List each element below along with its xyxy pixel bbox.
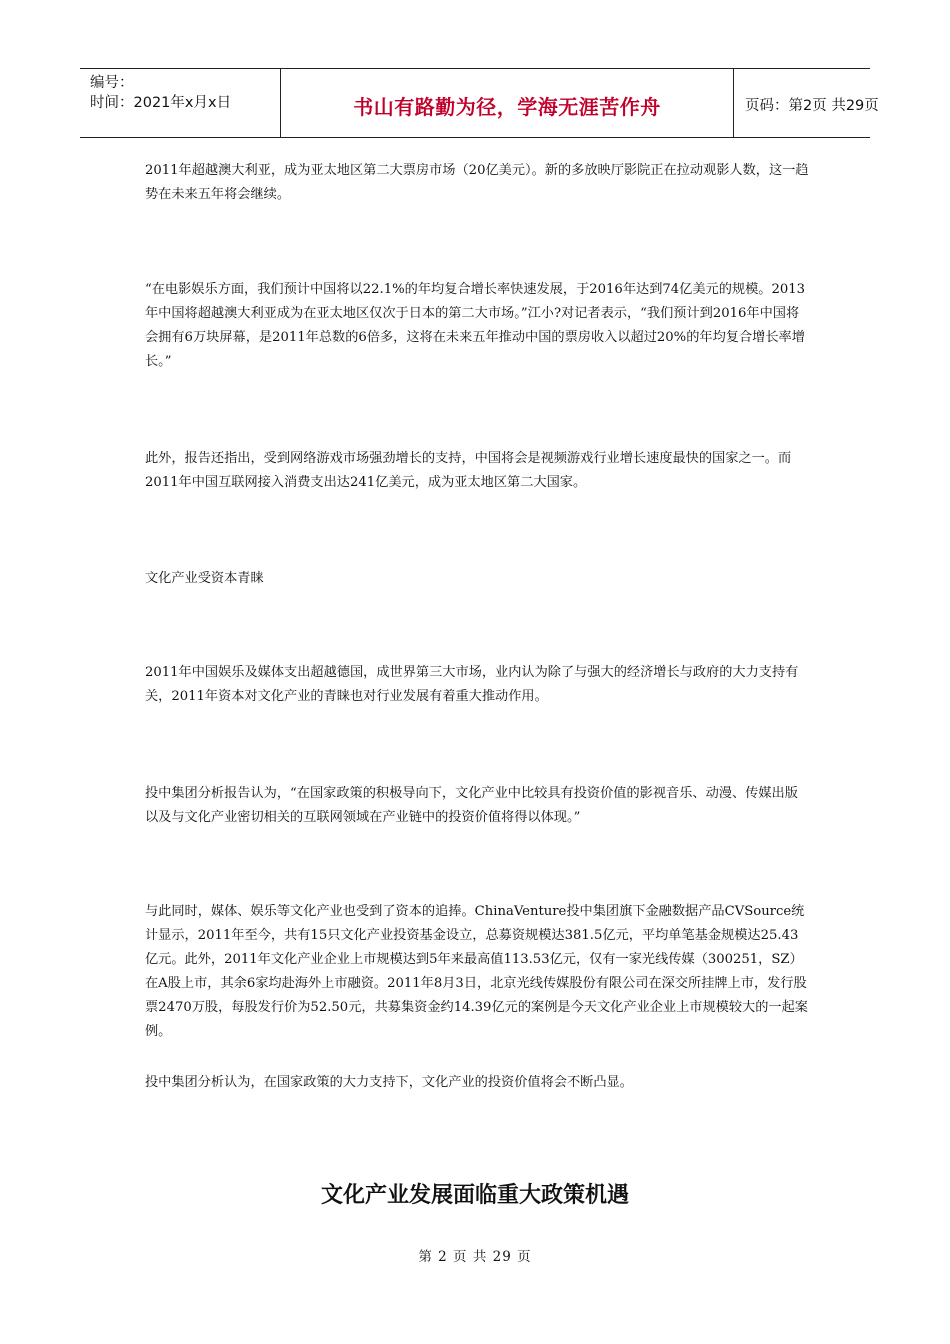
paragraph-report-quote: 投中集团分析报告认为，“在国家政策的积极导向下，文化产业中比较具有投资价值的影视音乐、动漫、传媒出版以及与文化产业密切相关的互联网领域在产业链中的投资价值将得以体现。” — [145, 786, 798, 825]
paragraph-analysis-conclusion: 投中集团分析认为，在国家政策的大力支持下，文化产业的投资价值将会不断凸显。 — [145, 1075, 633, 1090]
header-left-cell — [80, 69, 280, 137]
header-right-cell — [733, 69, 879, 137]
header-motto: 书山有路勤为径，学海无涯苦作舟 — [353, 95, 661, 119]
header-page-info: 页码：第2页 共29页 — [745, 98, 879, 114]
paragraph-box-office: 2011年超越澳大利亚，成为亚太地区第二大票房市场（20亿美元）。新的多放映厅影院正在拉动观影人数，这一趋势在未来五年将会继续。 — [145, 163, 809, 202]
section-heading: 文化产业发展面临重大政策机遇 — [320, 1183, 629, 1208]
page-footer: 第 2 页 共 29 页 — [418, 1249, 532, 1265]
paragraph-film-entertainment-quote: “在电影娱乐方面，我们预计中国将以22.1%的年均复合增长率快速发展，于2016年达到74亿美元的规模。2013年中国将超越澳大利亚成为在亚太地区仅次于日本的第二大市场。”江小?对记者表示，“我们预计到2016年中国将会拥有6万块屏幕，是2011年总数的6倍多，这将在未来五年推动中国的票房收入以超过20%的年均复合增长率增长。” — [145, 282, 806, 369]
paragraph-media-spending: 2011年中国娱乐及媒体支出超越德国，成世界第三大市场，业内认为除了与强大的经济增长与政府的大力支持有关，2011年资本对文化产业的青睐也对行业发展有着重大推动作用。 — [145, 665, 799, 704]
paragraph-video-games: 此外，报告还指出，受到网络游戏市场强劲增长的支持，中国将会是视频游戏行业增长速度最快的国家之一。而2011年中国互联网接入消费支出达241亿美元，成为亚太地区第二大国家。 — [145, 451, 792, 490]
section-subheading-capital: 文化产业受资本青睐 — [145, 571, 264, 586]
document-date-label: 时间：2021年x月x日 — [90, 95, 232, 111]
header-motto-cell — [280, 69, 734, 137]
document-code-label: 编号： — [90, 75, 134, 91]
page-header — [80, 68, 879, 138]
paragraph-capital-pursuit: 与此同时，媒体、娱乐等文化产业也受到了资本的追捧。ChinaVenture投中集团旗下金融数据产品CVSource统计显示，2011年至今，共有15只文化产业投资基金设立，总募资规模达381.5亿元，平均单笔基金规模达25.43亿元。此外，2011年文化产业企业上市规模达到5年来最高值113.53亿元，仅有一家光线传媒（300251，SZ）在A股上市，其余6家均赴海外上市融资。2011年8月3日，北京光线传媒股份有限公司在深交所挂牌上市，发行股票2470万股，每股发行价为52.50元，共募集资金约14.39亿元的案例是今天文化产业企业上市规模较大的一起案例。 — [145, 904, 808, 1039]
